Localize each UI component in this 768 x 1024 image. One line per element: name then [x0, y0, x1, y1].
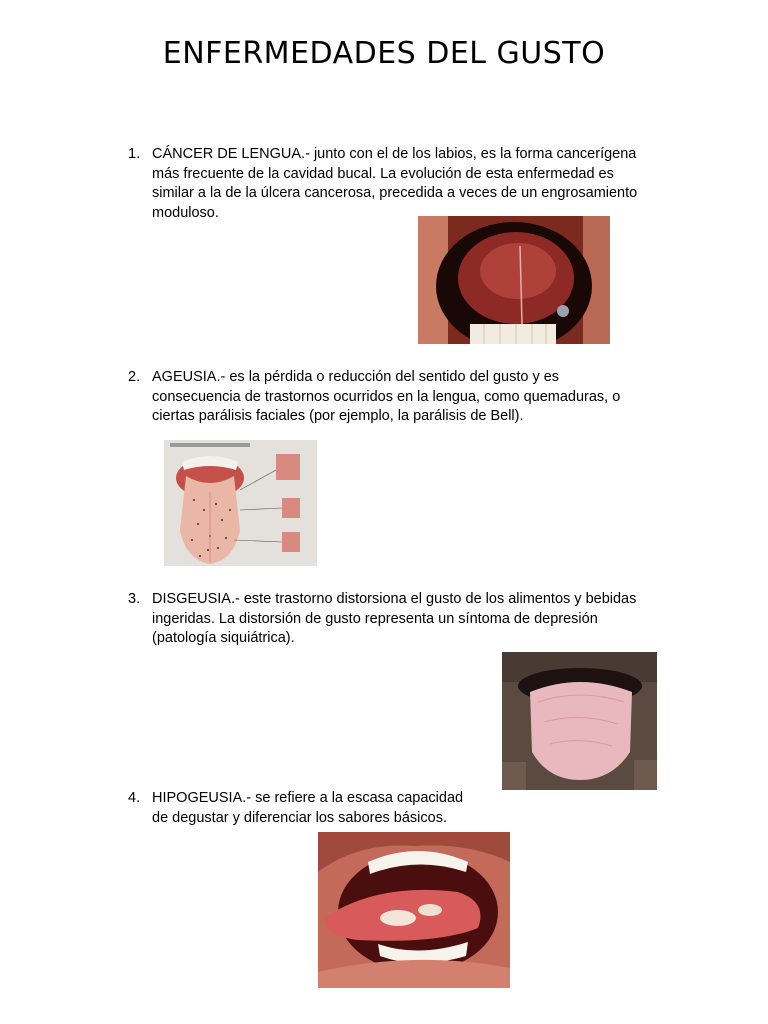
item-text-line: AGEUSIA.- es la pérdida o reducción del sentido del gusto y es — [152, 369, 560, 385]
item-text-line: ingeridas. La distorsión de gusto representa un síntoma de depresión — [152, 610, 598, 627]
pale-tongue-photo — [502, 652, 657, 790]
item-text-line: más frecuente de la cavidad bucal. La evolución de esta enfermedad es — [152, 165, 614, 182]
item-text-line: HIPOGEUSIA.- se refiere a la escasa capacidad — [152, 790, 464, 806]
item-text-line: (patología siquiátrica). — [152, 630, 295, 646]
tongue-cancer-photo — [418, 216, 610, 344]
item-number: 1. — [128, 146, 141, 162]
item-text-line: CÁNCER DE LENGUA.- junto con el de los labios, es la forma cancerígena — [152, 146, 637, 162]
tongue-lesion-photo — [318, 832, 510, 988]
item-number: 3. — [128, 591, 141, 607]
item-number: 2. — [128, 369, 141, 385]
page-title: ENFERMEDADES DEL GUSTO — [162, 36, 606, 71]
tongue-papillae-diagram — [164, 440, 317, 566]
item-text-line: moduloso. — [152, 204, 219, 221]
item-text-line: de degustar y diferenciar los sabores básicos. — [152, 809, 447, 826]
item-text-line: DISGEUSIA.- este trastorno distorsiona el gusto de los alimentos y bebidas — [152, 591, 637, 607]
item-text-line: consecuencia de trastornos ocurridos en la lengua, como quemaduras, o — [152, 388, 621, 405]
item-text-line: ciertas parálisis faciales (por ejemplo, la parálisis de Bell). — [152, 408, 524, 424]
item-text-line: similar a la de la úlcera cancerosa, precedida a veces de un engrosamiento — [152, 185, 638, 201]
item-number: 4. — [128, 790, 141, 806]
